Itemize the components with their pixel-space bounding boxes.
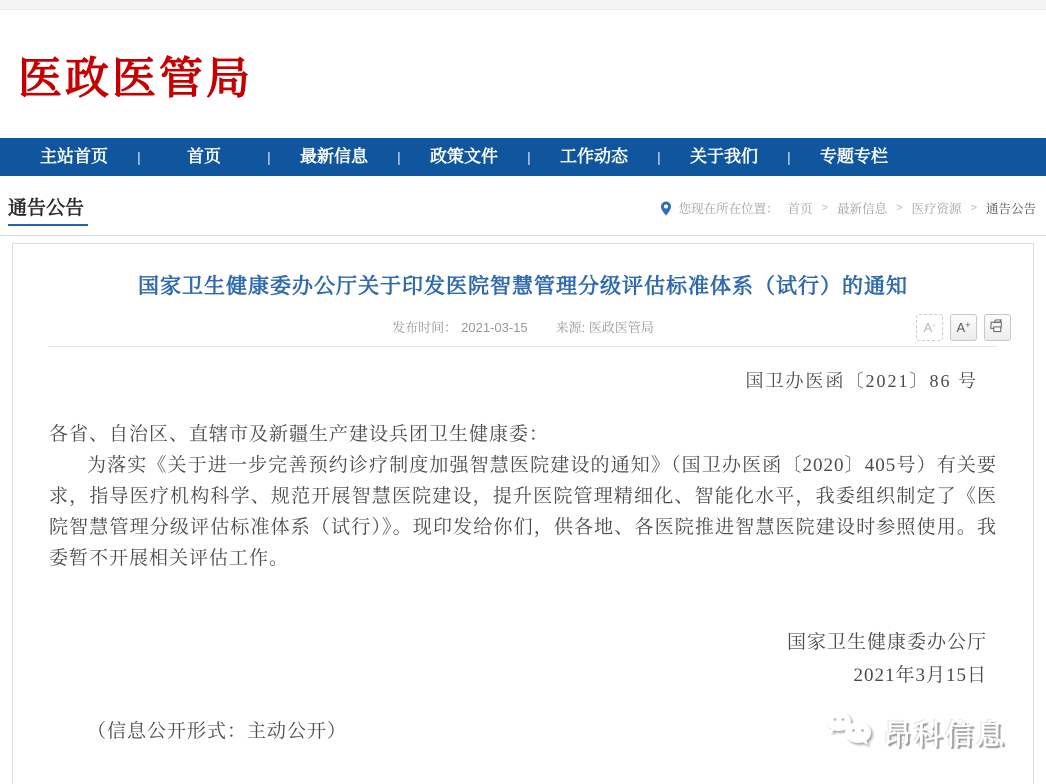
font-increase-button[interactable] bbox=[950, 314, 977, 341]
breadcrumb-item-home[interactable]: 首页 bbox=[787, 202, 813, 216]
nav-separator: | bbox=[657, 149, 661, 165]
publish-time-label: 发布时间： bbox=[392, 320, 458, 335]
breadcrumb-separator: > bbox=[896, 202, 903, 214]
article-title: 国家卫生健康委办公厅关于印发医院智慧管理分级评估标准体系（试行）的通知 bbox=[138, 275, 908, 298]
source-value: 医政医管局 bbox=[588, 320, 654, 335]
breadcrumb-item-latest-news[interactable]: 最新信息 bbox=[837, 202, 888, 216]
breadcrumb-separator: > bbox=[970, 202, 977, 214]
article-body bbox=[49, 419, 997, 574]
nav-separator: | bbox=[267, 149, 271, 165]
nav-separator: | bbox=[397, 149, 401, 165]
signature-date: 2021年3月15日 bbox=[853, 665, 987, 686]
article-meta bbox=[13, 317, 1033, 336]
section-title: 通告公告 bbox=[8, 176, 88, 226]
nav-item-latest-news[interactable]: 最新信息 bbox=[300, 147, 368, 166]
watermark-text: 昂科信息 bbox=[882, 718, 1007, 750]
printer-icon bbox=[990, 319, 1005, 336]
site-header bbox=[0, 10, 1046, 138]
publish-time-value: 2021-03-15 bbox=[461, 320, 528, 335]
salutation-line: 各省、自治区、直辖市及新疆生产建设兵团卫生健康委： bbox=[49, 424, 550, 445]
font-decrease-button[interactable] bbox=[916, 314, 943, 341]
print-button[interactable] bbox=[984, 314, 1011, 341]
font-decrease-sign: - bbox=[932, 319, 936, 330]
body-paragraph: 为落实《关于进一步完善预约诊疗制度加强智慧医院建设的通知》（国卫办医函〔2020〕405号）有关要求，指导医疗机构科学、规范开展智慧医院建设，提升医院管理精细化、智能化水平，我委组织制定了《医院智慧管理分级评估标准体系（试行）》。现印发给你们，供各地、各医院推进智慧医院建设时参照使用。我委暂不开展相关评估工作。 bbox=[49, 455, 997, 569]
top-strip bbox=[0, 0, 1046, 10]
disclosure-note: （信息公开形式：主动公开） bbox=[87, 721, 348, 742]
site-logo: 医政医管局 bbox=[18, 54, 253, 103]
location-pin-icon bbox=[660, 201, 672, 216]
signature-block bbox=[13, 626, 1033, 692]
nav-separator: | bbox=[787, 149, 791, 165]
breadcrumb-label: 您现在所在位置： bbox=[678, 202, 779, 216]
font-increase-sign: + bbox=[965, 319, 971, 330]
title-divider bbox=[48, 346, 998, 347]
breadcrumb-separator: > bbox=[821, 202, 829, 214]
article-container bbox=[12, 243, 1034, 784]
breadcrumb-current: 通告公告 bbox=[985, 202, 1036, 216]
nav-item-about-us[interactable]: 关于我们 bbox=[690, 147, 758, 166]
article-toolbar bbox=[916, 314, 1011, 341]
font-increase-label: A bbox=[956, 320, 966, 335]
font-decrease-label: A bbox=[923, 320, 933, 335]
breadcrumb-item-medical-resources[interactable]: 医疗资源 bbox=[911, 202, 962, 216]
nav-item-home[interactable]: 首页 bbox=[187, 147, 221, 166]
document-number: 国卫办医函〔2021〕86 号 bbox=[745, 371, 978, 391]
main-nav bbox=[0, 138, 1046, 176]
nav-item-home-main[interactable]: 主站首页 bbox=[40, 147, 108, 166]
section-bar bbox=[0, 176, 1046, 236]
breadcrumb bbox=[660, 199, 1036, 217]
nav-separator: | bbox=[137, 149, 141, 165]
nav-item-special-topics[interactable]: 专题专栏 bbox=[820, 147, 888, 166]
source-label: 来源: bbox=[555, 320, 586, 335]
signature-org: 国家卫生健康委办公厅 bbox=[786, 632, 987, 653]
nav-item-policy-documents[interactable]: 政策文件 bbox=[430, 147, 498, 166]
nav-item-work-updates[interactable]: 工作动态 bbox=[560, 147, 628, 166]
nav-separator: | bbox=[527, 149, 531, 165]
